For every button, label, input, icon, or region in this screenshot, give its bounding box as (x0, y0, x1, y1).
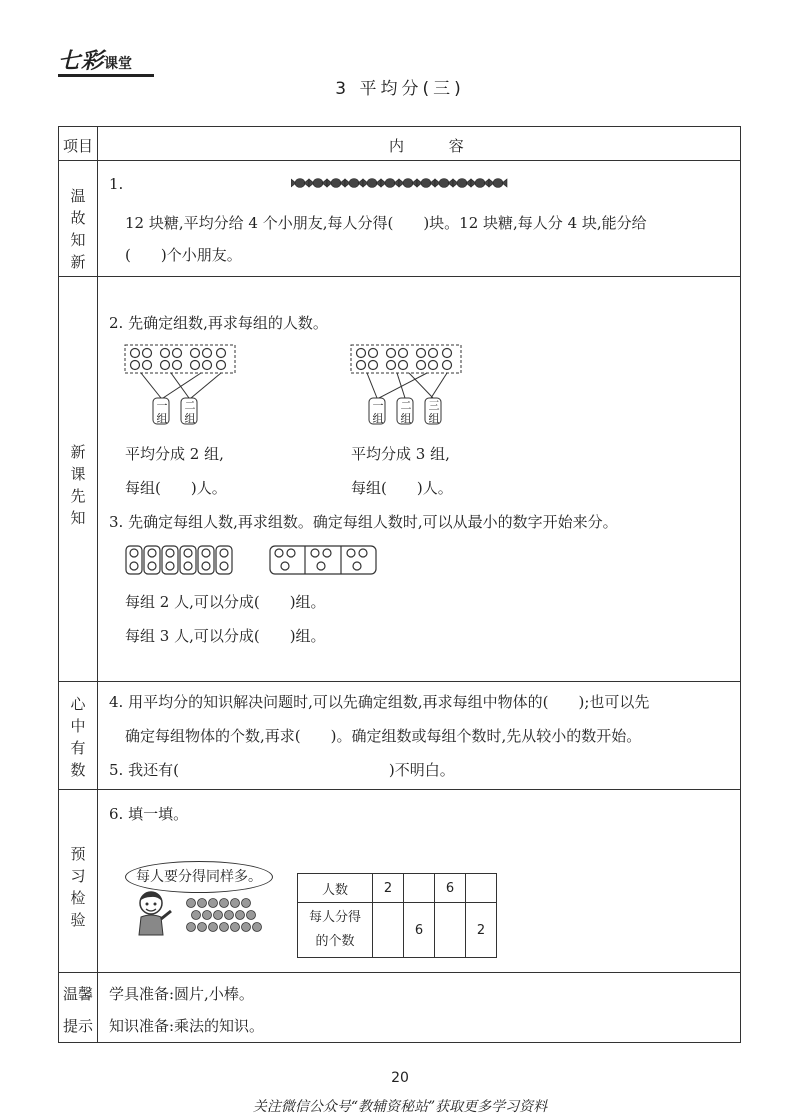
table-cell[interactable]: 6 (435, 874, 466, 903)
q2-text: 2. 先确定组数,再求每组的人数。 (109, 314, 328, 332)
label-preview: 预 习 检 验 (70, 845, 86, 929)
table-cell[interactable]: 6 (404, 903, 435, 958)
table-cell[interactable]: 2 (373, 874, 404, 903)
header-content: 内 容 (389, 137, 484, 155)
row-divider (59, 681, 740, 682)
three-groups-text: 平均分成 3 组, (351, 445, 450, 463)
pairs-diagram (125, 545, 237, 575)
table-cell[interactable] (466, 874, 497, 903)
worksheet-table (58, 126, 741, 1043)
items-group-icon (185, 897, 275, 935)
header-item: 项目 (62, 137, 93, 155)
brand-logo (58, 44, 132, 75)
group-one-label: 一组 (372, 399, 384, 425)
label-tips-a: 温馨 (62, 985, 93, 1003)
page-number: 20 (391, 1070, 409, 1086)
row-label-count: 每人分得 的个数 (298, 903, 373, 958)
q1-line2: ( )个小朋友。 (125, 246, 242, 264)
group-two-label: 二组 (400, 399, 412, 425)
fill-in-table (297, 873, 497, 958)
q3-line-a: 每组 2 人,可以分成( )组。 (125, 593, 326, 611)
q5-text: 5. 我还有( )不明白。 (109, 761, 455, 779)
brand-sub: 课堂 (104, 56, 133, 72)
triples-diagram (269, 545, 379, 575)
tools-note: 学具准备:圆片,小棒。 (109, 985, 254, 1003)
group-one-label: 一组 (156, 399, 168, 425)
q3-line-b: 每组 3 人,可以分成( )组。 (125, 627, 326, 645)
boy-icon (129, 889, 175, 937)
q1-number: 1. (109, 175, 124, 193)
group-three-label: 三组 (428, 399, 440, 425)
row-label-people: 人数 (298, 874, 373, 903)
knowledge-note: 知识准备:乘法的知识。 (109, 1017, 265, 1035)
column-divider (97, 127, 98, 1042)
label-review: 温 故 知 新 (70, 187, 86, 271)
group-two-label: 二组 (184, 399, 196, 425)
label-tips-b: 提示 (62, 1017, 93, 1035)
page-title: 3 平均分(三) (335, 79, 465, 99)
q6-text: 6. 填一填。 (109, 805, 189, 823)
q3-text: 3. 先确定每组人数,再求组数。确定每组人数时,可以从最小的数字开始来分。 (109, 513, 618, 531)
brand-name: 七彩 (58, 49, 105, 74)
candy-row (291, 175, 511, 191)
label-new-lesson: 新 课 先 知 (70, 443, 86, 527)
table-cell[interactable]: 2 (466, 903, 497, 958)
footer-note: 关注微信公众号“教辅资秘站”获取更多学习资料 (252, 1099, 548, 1115)
table-cell[interactable] (435, 903, 466, 958)
two-groups-text: 平均分成 2 组, (125, 445, 224, 463)
speech-bubble: 每人要分得同样多。 (125, 861, 273, 893)
row-divider (59, 160, 740, 161)
label-mind: 心 中 有 数 (70, 695, 86, 779)
candy-icon-group (291, 175, 511, 191)
three-groups-blank: 每组( )人。 (351, 479, 453, 497)
two-groups-blank: 每组( )人。 (125, 479, 227, 497)
q1-line1: 12 块糖,平均分给 4 个小朋友,每人分得( )块。12 块糖,每人分 4 块,能分给 (125, 214, 647, 232)
q4-line-b: 确定每组物体的个数,再求( )。确定组数或每组个数时,先从较小的数开始。 (125, 727, 642, 745)
row-divider (59, 789, 740, 790)
table-cell[interactable] (404, 874, 435, 903)
table-cell[interactable] (373, 903, 404, 958)
row-divider (59, 276, 740, 277)
row-divider (59, 972, 740, 973)
q4-line-a: 4. 用平均分的知识解决问题时,可以先确定组数,再求每组中物体的( );也可以先 (109, 693, 650, 711)
